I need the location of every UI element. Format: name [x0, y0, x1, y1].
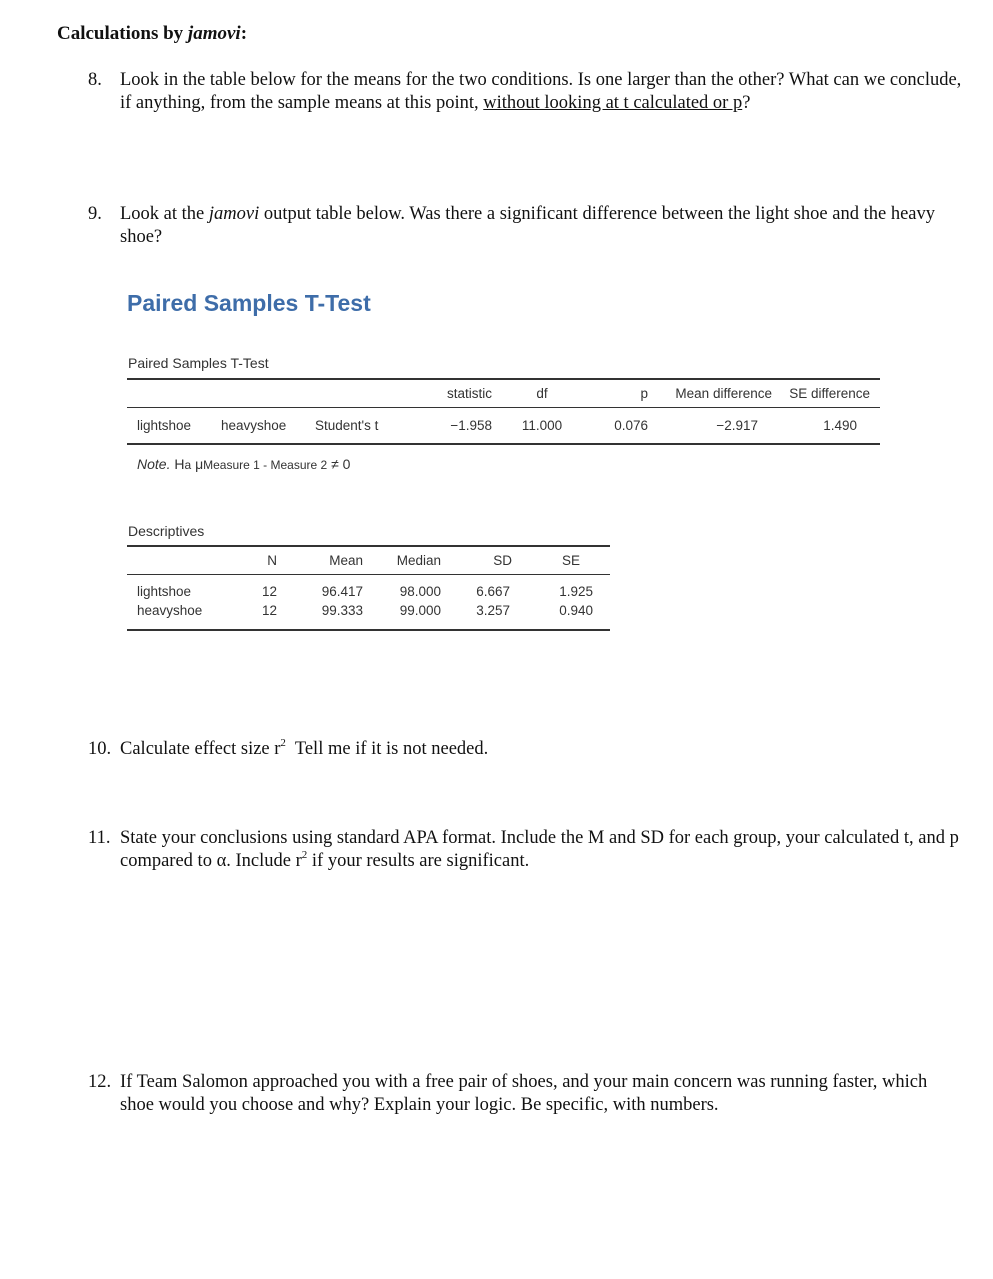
header-mean: Mean — [277, 546, 363, 574]
question-text: Calculate effect size $r^2$ Tell me if it is not needed. — [120, 737, 489, 759]
question-number: 9. — [88, 204, 102, 224]
question-number: 8. — [88, 70, 102, 90]
cell-sd: 3.257 — [441, 600, 516, 630]
cell-test: Student's t — [314, 407, 420, 444]
header-df: df — [499, 379, 577, 407]
cell-mean: 99.333 — [277, 600, 363, 630]
analysis-title: Paired Samples T-Test — [127, 290, 371, 316]
question-8 — [88, 69, 968, 114]
table-row — [127, 574, 610, 600]
cell-se-difference: 1.490 — [772, 407, 880, 444]
header-se: SE — [516, 546, 610, 574]
question-9 — [88, 203, 968, 248]
question-text: Look in the table below for the means for the two conditions. Is one larger than the other? What can we conclude, if anything, from the sample means at this point, without looking at t calculated or p? — [120, 70, 962, 113]
cell-median: 99.000 — [363, 600, 441, 630]
header-se-difference: SE difference — [772, 379, 880, 407]
table-note: Note. Ha μMeasure 1 - Measure 2 ≠ 0 — [137, 456, 351, 472]
cell-n: 12 — [227, 600, 277, 630]
descriptives-table — [127, 545, 610, 631]
cell-mean-difference: −2.917 — [650, 407, 772, 444]
cell-var1: lightshoe — [127, 407, 218, 444]
question-number: 10. — [88, 739, 112, 759]
cell-n: 12 — [261, 584, 277, 599]
ttest-table-caption: Paired Samples T-Test — [128, 355, 269, 371]
section-heading: Calculations by jamovi: — [57, 23, 248, 44]
question-text: Look at the jamovi output table below. Was there a significant difference between the light shoe and the heavy shoe? — [120, 204, 936, 247]
header-sd: SD — [441, 546, 516, 574]
cell-p: 0.076 — [577, 407, 650, 444]
question-number: 11. — [88, 828, 111, 848]
question-number: 12. — [88, 1072, 112, 1092]
ttest-table — [127, 378, 880, 445]
header-p: p — [577, 379, 650, 407]
question-12 — [88, 1071, 948, 1116]
cell-name: heavyshoe — [127, 600, 227, 630]
table-row — [127, 600, 610, 630]
header-n: N — [227, 546, 277, 574]
question-10 — [88, 738, 968, 761]
cell-sd: 6.667 — [476, 584, 510, 599]
cell-se: 1.925 — [559, 584, 593, 599]
cell-var2: heavyshoe — [218, 407, 314, 444]
cell-name: lightshoe — [137, 584, 192, 599]
question-text: State your conclusions using standard APA format. Include the M and SD for each group, your calculated t, and p compared to α. Include $r^2$ if your results are significant. — [120, 828, 959, 871]
underlined-phrase: without looking at t calculated or p — [483, 92, 743, 113]
cell-statistic: −1.958 — [420, 407, 499, 444]
table-row — [127, 407, 880, 444]
header-statistic: statistic — [420, 379, 499, 407]
cell-df: 11.000 — [499, 407, 577, 444]
cell-se: 0.940 — [516, 600, 610, 630]
question-text: If Team Salomon approached you with a free pair of shoes, and your main concern was running faster, which shoe would you choose and why? Explain your logic. Be specific, with numbers. — [120, 1072, 928, 1115]
header-mean-difference: Mean difference — [650, 379, 772, 407]
cell-mean: 96.417 — [321, 584, 363, 599]
question-11 — [88, 827, 963, 872]
cell-median: 98.000 — [399, 584, 441, 599]
header-median: Median — [363, 546, 441, 574]
descriptives-table-caption: Descriptives — [128, 523, 205, 539]
heading-app-name: jamovi — [187, 23, 241, 44]
